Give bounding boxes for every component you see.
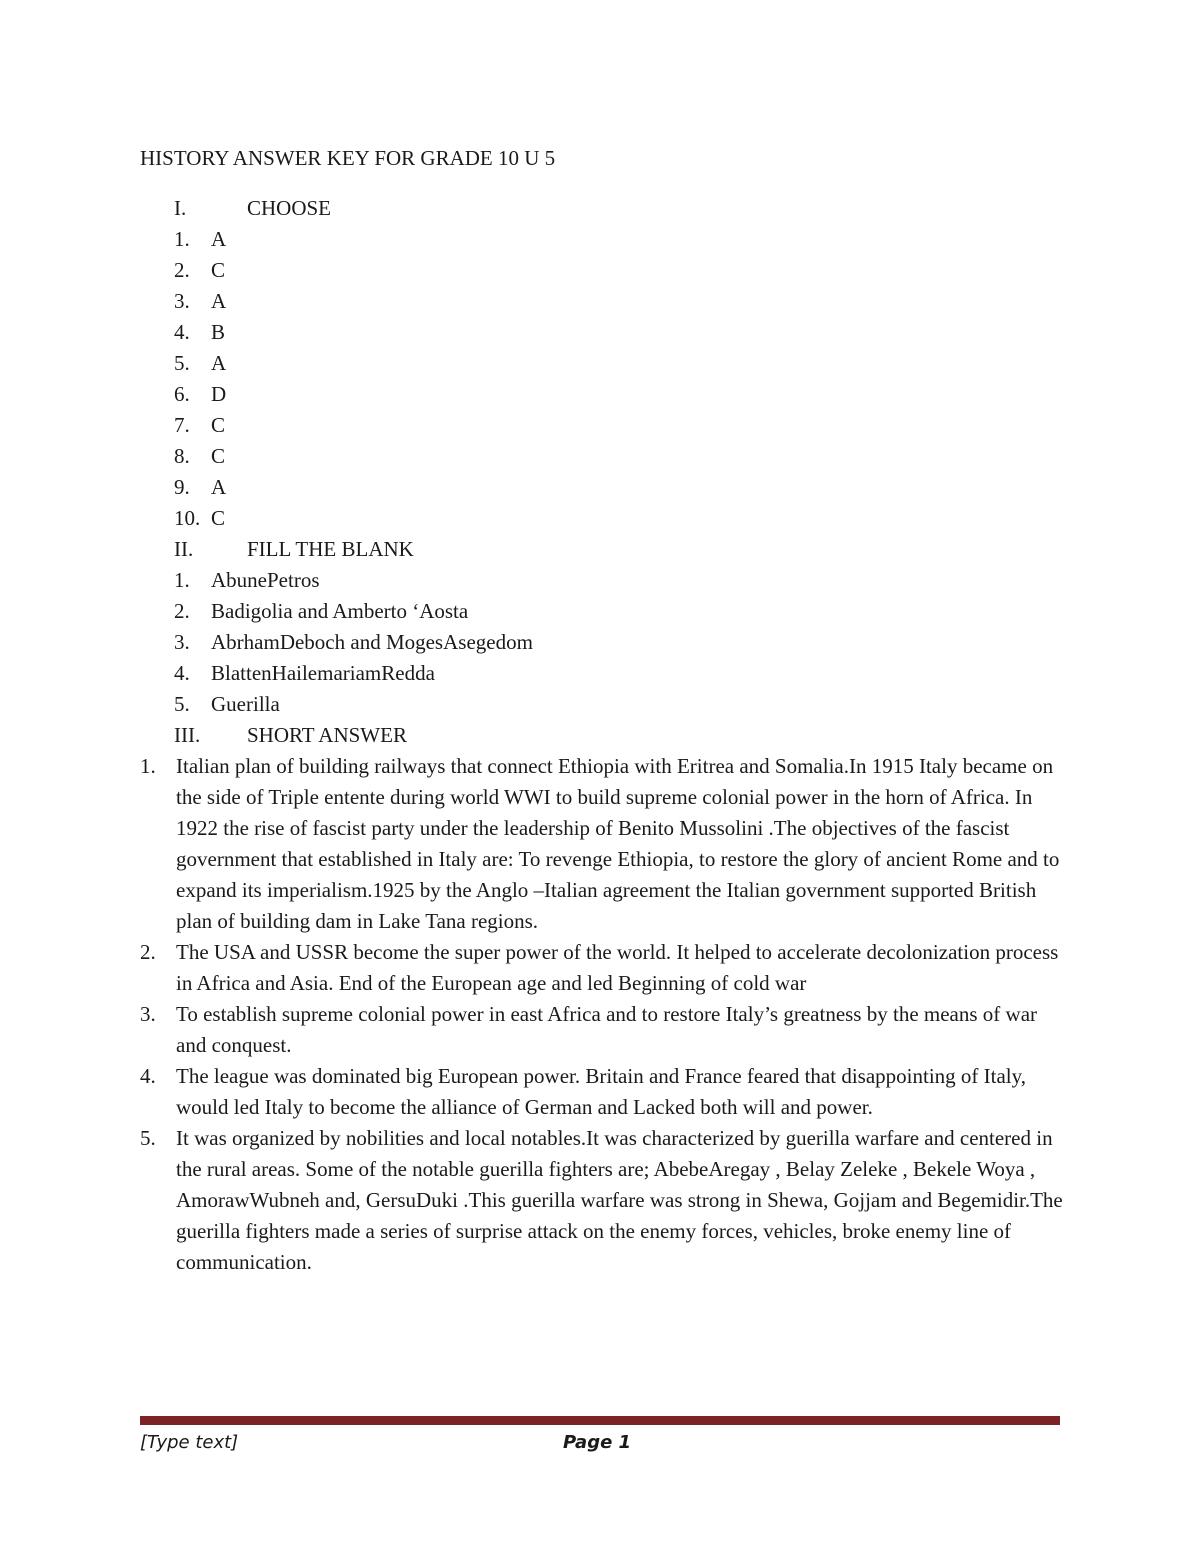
- short-answer-item: [140, 1061, 1070, 1123]
- item-text: Badigolia and Amberto ‘Aosta: [211, 599, 469, 623]
- item-number: 6.: [174, 382, 190, 406]
- page-number: Page 1: [563, 1432, 632, 1453]
- section-heading-fill-the-blank: [140, 534, 1070, 565]
- item-number: 5.: [174, 692, 190, 716]
- item-number: 10.: [174, 506, 201, 530]
- list-item: [140, 441, 1070, 472]
- item-number: 3.: [140, 1002, 156, 1026]
- item-text: A: [211, 475, 227, 499]
- item-number: 5.: [174, 351, 190, 375]
- item-number: 1.: [174, 227, 190, 251]
- list-item: [140, 224, 1070, 255]
- section-heading-short-answer: [140, 720, 1070, 751]
- item-text: AbrhamDeboch and MogesAsegedom: [211, 630, 533, 654]
- section-title: CHOOSE: [247, 196, 332, 220]
- item-number: 5.: [140, 1126, 156, 1150]
- item-text: Italian plan of building railways that connect Ethiopia with Eritrea and Somalia.In 1915 Italy became on the side of Triple entente during world WWI to build supreme colonial power in the horn of Africa. In 1922 the rise of fascist party under the leadership of Benito Mussolini .The objectives of the fascist government that established in Italy are: To revenge Ethiopia, to restore the glory of ancient Rome and to expand its imperialism.1925 by the Anglo –Italian agreement the Italian government supported British plan of building dam in Lake Tana regions.: [176, 754, 1060, 933]
- list-item: [140, 658, 1070, 689]
- short-answer-item: [140, 1123, 1070, 1278]
- footer-left-text: [Type text]: [140, 1432, 239, 1453]
- list-item: [140, 596, 1070, 627]
- document-body: [140, 193, 1070, 1278]
- section-number: I.: [174, 196, 187, 220]
- item-text: C: [211, 444, 226, 468]
- section-number: II.: [174, 537, 194, 561]
- item-text: A: [211, 227, 227, 251]
- list-item: [140, 565, 1070, 596]
- item-text: The USA and USSR become the super power of the world. It helped to accelerate decolonization process in Africa and Asia. End of the European age and led Beginning of cold war: [176, 940, 1059, 995]
- section-title: FILL THE BLANK: [247, 537, 414, 561]
- item-number: 2.: [174, 599, 190, 623]
- list-item: [140, 379, 1070, 410]
- short-answer-item: [140, 999, 1070, 1061]
- item-number: 7.: [174, 413, 190, 437]
- item-number: 3.: [174, 289, 190, 313]
- item-number: 4.: [174, 320, 190, 344]
- list-item: [140, 410, 1070, 441]
- item-text: To establish supreme colonial power in east Africa and to restore Italy’s greatness by the means of war and conquest.: [176, 1002, 1038, 1057]
- item-number: 4.: [174, 661, 190, 685]
- list-item: [140, 503, 1070, 534]
- section-heading-choose: [140, 193, 1070, 224]
- item-text: C: [211, 506, 226, 530]
- list-item: [140, 472, 1070, 503]
- short-answer-item: [140, 937, 1070, 999]
- item-number: 1.: [140, 754, 156, 778]
- item-text: AbunePetros: [211, 568, 320, 592]
- item-text: C: [211, 258, 226, 282]
- document-title: HISTORY ANSWER KEY FOR GRADE 10 U 5: [140, 146, 556, 170]
- item-text: A: [211, 289, 227, 313]
- item-text: BlattenHailemariamRedda: [211, 661, 435, 685]
- item-text: A: [211, 351, 227, 375]
- list-item: [140, 348, 1070, 379]
- item-number: 8.: [174, 444, 190, 468]
- short-answer-item: [140, 751, 1070, 937]
- list-item: [140, 317, 1070, 348]
- footer-divider: [140, 1416, 1060, 1425]
- section-number: III.: [174, 723, 201, 747]
- item-text: It was organized by nobilities and local notables.It was characterized by guerilla warfare and centered in the rural areas. Some of the notable guerilla fighters are; AbebeAregay , Belay Zeleke , Bekele Woya , AmorawWubneh and, GersuDuki .This guerilla warfare was strong in Shewa, Gojjam and Begemidir.The guerilla fighters made a series of surprise attack on the enemy forces, vehicles, broke enemy line of communication.: [176, 1126, 1063, 1274]
- item-number: 3.: [174, 630, 190, 654]
- item-text: C: [211, 413, 226, 437]
- item-text: D: [211, 382, 227, 406]
- item-text: Guerilla: [211, 692, 280, 716]
- item-number: 2.: [174, 258, 190, 282]
- item-number: 9.: [174, 475, 190, 499]
- item-number: 2.: [140, 940, 156, 964]
- item-text: B: [211, 320, 226, 344]
- list-item: [140, 255, 1070, 286]
- list-item: [140, 627, 1070, 658]
- list-item: [140, 286, 1070, 317]
- section-title: SHORT ANSWER: [247, 723, 407, 747]
- item-number: 1.: [174, 568, 190, 592]
- list-item: [140, 689, 1070, 720]
- item-number: 4.: [140, 1064, 156, 1088]
- item-text: The league was dominated big European power. Britain and France feared that disappointing of Italy, would led Italy to become the alliance of German and Lacked both will and power.: [176, 1064, 1027, 1119]
